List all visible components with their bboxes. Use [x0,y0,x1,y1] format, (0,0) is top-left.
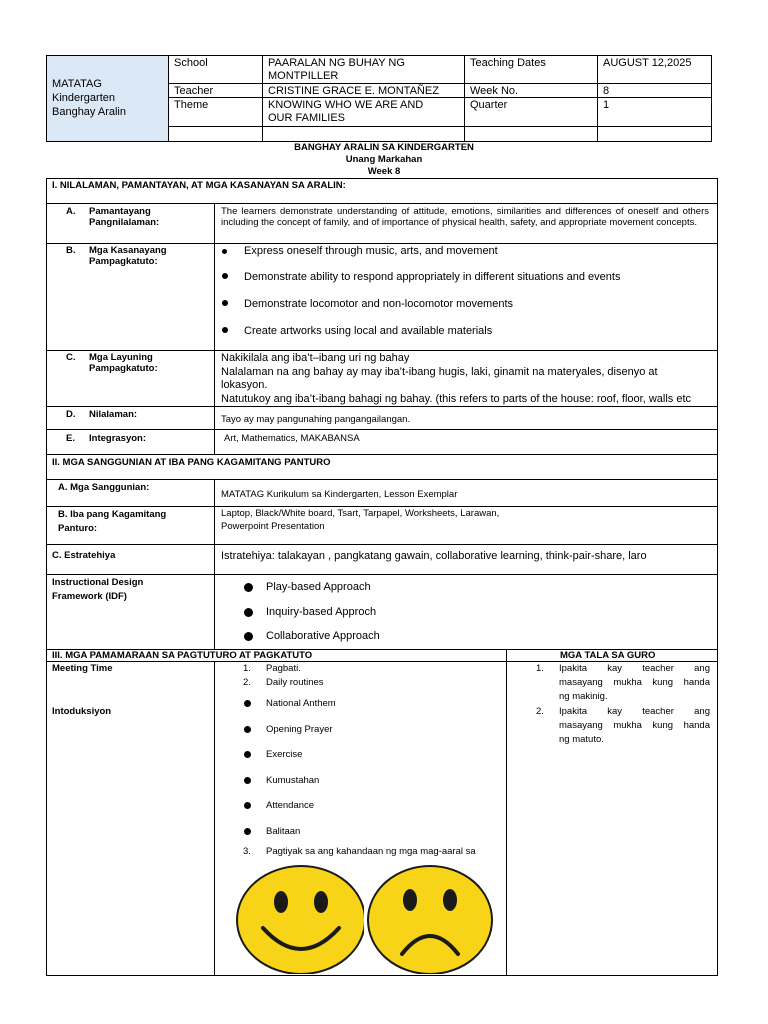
item-b-letter: B. [66,245,76,256]
bullet-icon [244,608,253,617]
item-c-letter: C. [66,352,76,363]
step-number: 3. [243,846,251,857]
bullet-icon [222,300,228,306]
skill-item: Demonstrate locomotor and non-locomotor movements [244,298,514,310]
step-number: 2. [243,677,251,688]
note-line: masayang mukha kung handa [559,677,710,688]
routine-item: Kumustahan [266,775,320,786]
item-e-label: Integrasyon: [89,433,147,444]
strategy-text: Istratehiya: talakayan , pangkatang gawain, collaborative learning, think-pair-share, laro [221,550,647,562]
note-line: ng makinig. [559,691,608,702]
item-a-text: The learners demonstrate understanding of attitude, emotions, similarities and differences of oneself and others including the concept of family, and of importance of physical health, safety, and appropriate movement concepts. [221,206,709,228]
materials-line: Powerpoint Presentation [221,521,325,532]
skill-item: Demonstrate ability to respond appropriately in different situations and events [244,271,621,283]
bullet-icon [244,751,251,758]
item-d-letter: D. [66,409,76,420]
materials-line: Laptop, Black/White board, Tsart, Tarpapel, Worksheets, Larawan, [221,508,500,519]
header-title-line-1: MATATAG [52,78,102,90]
routine-item: National Anthem [266,698,336,709]
bullet-icon [222,249,227,254]
idf-label: Instructional Design Framework (IDF) [52,577,144,602]
bullet-icon [244,632,253,641]
note-number: 2. [536,706,544,717]
item-e-letter: E. [66,433,75,444]
item-e-text: Art, Mathematics, MAKABANSA [224,433,360,444]
skill-item: Express oneself through music, arts, and movement [244,245,498,257]
section-3-heading: III. MGA PAMAMARAAN SA PAGTUTURO AT PAGKATUTO [52,650,313,661]
objective-line: Natutukoy ang iba’t-ibang bahagi ng bahay. (this refers to parts of the house: roof, floor, walls etc [221,393,692,405]
note-line: masayang mukha kung handa [559,720,710,731]
dates-label: Teaching Dates [470,57,546,69]
section-1-heading: I. NILALAMAN, PAMANTAYAN, AT MGA KASANAYAN SA ARALIN: [52,180,346,191]
routine-item: Opening Prayer [266,724,333,735]
routine-item: Exercise [266,749,303,760]
header-title-line-2: Kindergarten [52,92,115,104]
week-label: Week No. [470,85,519,97]
routine-item: Attendance [266,800,315,811]
sources-text: MATATAG Kurikulum sa Kindergarten, Lesson Exemplar [221,489,458,500]
section-2-heading: II. MGA SANGGUNIAN AT IBA PANG KAGAMITANG PANTURO [52,457,331,468]
idf-item: Inquiry-based Approch [266,606,377,618]
note-line: Ipakita kay teacher ang [559,706,710,717]
bullet-icon [222,327,228,333]
item-d-label: Nilalaman: [89,409,138,420]
header-title-line-3: Banghay Aralin [52,106,126,118]
theme-label: Theme [174,99,209,111]
note-line: ng matuto. [559,734,604,745]
theme-value: KNOWING WHO WE ARE AND OUR FAMILIES [268,99,424,124]
item-a-label: Pamantayang Pangnilalaman: [89,206,160,228]
skill-item: Create artworks using local and available materials [244,325,493,337]
quarter-value: 1 [603,99,610,111]
bullet-icon [244,700,251,707]
item-b-label: Mga Kasanayang Pampagkatuto: [89,245,167,267]
teacher-label: Teacher [174,85,214,97]
step-text: Daily routines [266,677,324,688]
materials-label: B. Iba pang Kagamitang Panturo: [58,509,167,534]
school-value: PAARALAN NG BUHAY NG MONTPILLER [268,57,405,82]
step-text: Pagbati. [266,663,301,674]
objective-line: Nalalaman na ang bahay ay may iba’t-ibang hugis, laki, ginamit na materyales, disenyo at lokasyon. [221,366,658,391]
bullet-icon [244,828,251,835]
quarter-label: Quarter [470,99,508,111]
note-number: 1. [536,663,544,674]
step-text: Pagtiyak sa ang kahandaan ng mga mag-aaral sa [266,846,476,857]
meeting-time-label: Meeting Time [52,663,113,674]
dates-value: AUGUST 12,2025 [603,57,692,69]
strategy-label: C. Estratehiya [52,550,116,561]
doc-subtitle: Unang Markahan [345,154,423,165]
bullet-icon [244,583,253,592]
bullet-icon [244,726,251,733]
intro-label: Intoduksiyon [52,706,112,717]
step-number: 1. [243,663,251,674]
bullet-icon [222,273,228,279]
happy-face-icon [233,862,368,974]
routine-item: Balitaan [266,826,301,837]
item-a-letter: A. [66,206,76,217]
note-line: Ipakita kay teacher ang [559,663,710,674]
idf-item: Play-based Approach [266,581,371,593]
item-c-label: Mga Layuning Pampagkatuto: [89,352,158,374]
idf-item: Collaborative Approach [266,630,380,642]
objective-line: Nakikilala ang iba’t–ibang uri ng bahay [221,352,410,364]
school-label: School [174,57,208,69]
notes-heading: MGA TALA SA GURO [560,650,656,661]
bullet-icon [244,802,251,809]
item-d-text: Tayo ay may pangunahing pangangailangan. [221,414,411,425]
bullet-icon [244,777,251,784]
doc-week: Week 8 [367,166,401,177]
week-value: 8 [603,85,610,97]
doc-title: BANGHAY ARALIN SA KINDERGARTEN [294,142,474,153]
teacher-value: CRISTINE GRACE E. MONTAÑEZ [268,85,439,97]
sad-face-icon [364,862,496,974]
sources-label: A. Mga Sanggunian: [58,482,150,493]
